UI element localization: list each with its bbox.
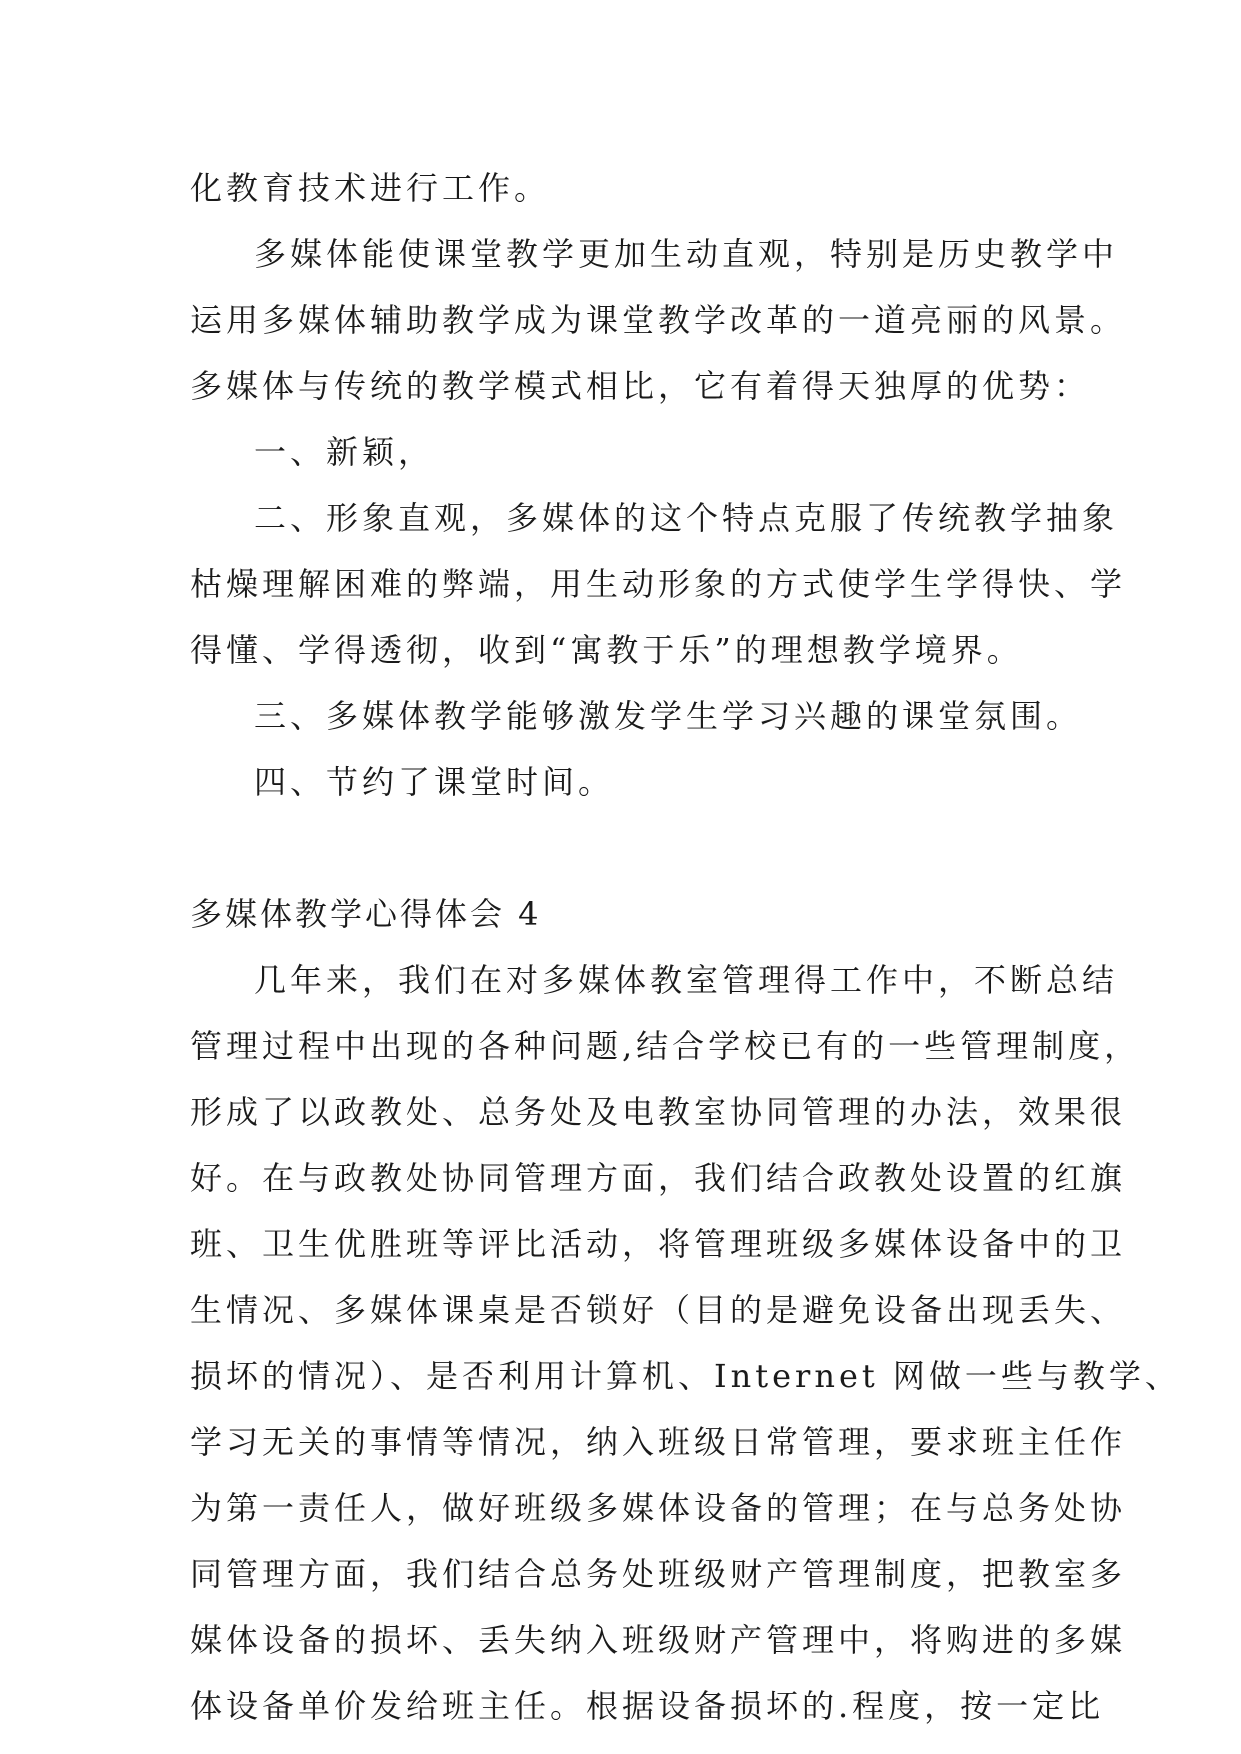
paragraph-line: 好。在与政教处协同管理方面，我们结合政教处设置的红旗 bbox=[190, 1159, 1127, 1197]
paragraph-line: 多媒体能使课堂教学更加生动直观，特别是历史教学中 bbox=[254, 235, 1119, 273]
paragraph-line: 学习无关的事情等情况，纳入班级日常管理，要求班主任作 bbox=[190, 1423, 1127, 1461]
section-gap bbox=[190, 815, 1070, 881]
paragraph-line: 班、卫生优胜班等评比活动，将管理班级多媒体设备中的卫 bbox=[190, 1225, 1127, 1263]
list-item: 二、形象直观，多媒体的这个特点克服了传统教学抽象 bbox=[254, 499, 1119, 537]
paragraph-line: 同管理方面，我们结合总务处班级财产管理制度，把教室多 bbox=[190, 1555, 1127, 1593]
paragraph-line: 得懂、学得透彻，收到“寓教于乐”的理想教学境界。 bbox=[190, 631, 1023, 669]
paragraph-line: 几年来，我们在对多媒体教室管理得工作中，不断总结 bbox=[254, 961, 1119, 999]
list-item: 三、多媒体教学能够激发学生学习兴趣的课堂氛围。 bbox=[254, 697, 1083, 735]
paragraph-line: 管理过程中出现的各种问题,结合学校已有的一些管理制度， bbox=[190, 1027, 1141, 1065]
list-item: 四、节约了课堂时间。 bbox=[254, 763, 615, 801]
document-page bbox=[190, 155, 1181, 1739]
paragraph-line: 媒体设备的损坏、丢失纳入班级财产管理中，将购进的多媒 bbox=[190, 1621, 1127, 1659]
paragraph-line: 形成了以政教处、总务处及电教室协同管理的办法，效果很 bbox=[190, 1093, 1127, 1131]
paragraph-line: 体设备单价发给班主任。根据设备损坏的.程度，按一定比 bbox=[190, 1687, 1105, 1725]
paragraph-line: 损坏的情况）、是否利用计算机、Internet 网做一些与教学、 bbox=[190, 1357, 1181, 1395]
paragraph-line: 多媒体与传统的教学模式相比，它有着得天独厚的优势： bbox=[190, 367, 1091, 405]
paragraph-line: 运用多媒体辅助教学成为课堂教学改革的一道亮丽的风景。 bbox=[190, 301, 1127, 339]
list-item: 一、新颖， bbox=[254, 433, 435, 471]
paragraph-line: 枯燥理解困难的弊端，用生动形象的方式使学生学得快、学 bbox=[190, 565, 1127, 603]
paragraph-line: 化教育技术进行工作。 bbox=[190, 169, 551, 207]
paragraph-line: 生情况、多媒体课桌是否锁好（目的是避免设备出现丢失、 bbox=[190, 1291, 1127, 1329]
section-heading: 多媒体教学心得体会 4 bbox=[190, 895, 542, 933]
paragraph-line: 为第一责任人，做好班级多媒体设备的管理；在与总务处协 bbox=[190, 1489, 1127, 1527]
